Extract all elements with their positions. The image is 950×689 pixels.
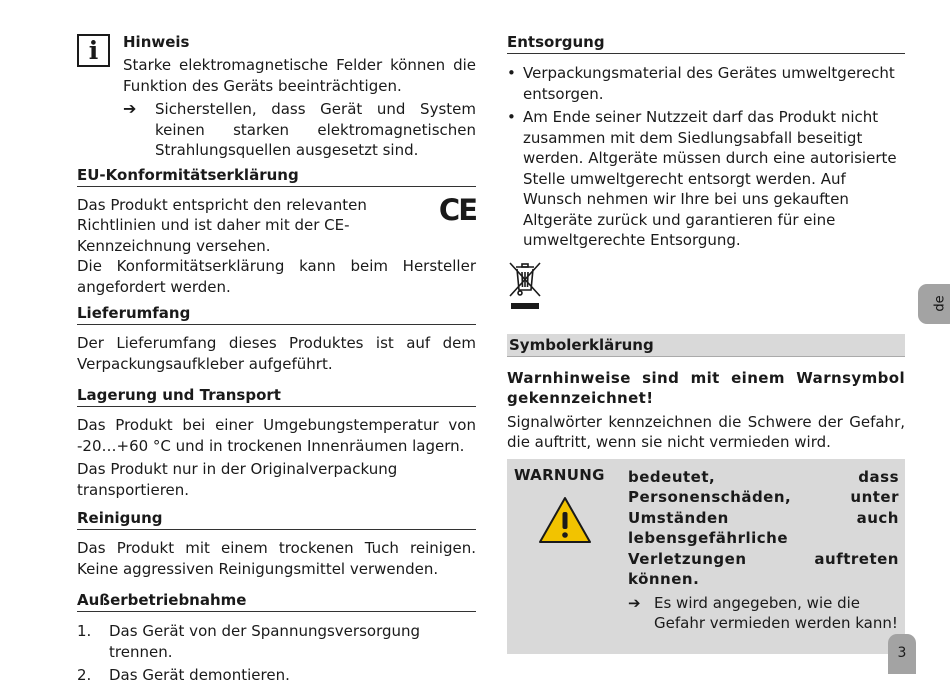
disposal-heading: Entsorgung bbox=[507, 32, 905, 54]
hint-action-text: Sicherstellen, dass Gerät und System keinen starken elektromagnetischen Strahlungsquellen ausgesetzt sind. bbox=[155, 100, 476, 159]
scope-heading: Lieferumfang bbox=[77, 303, 476, 325]
warning-action bbox=[628, 593, 899, 634]
cleaning-text: Das Produkt mit einem trockenen Tuch reinigen. Keine aggressiven Reinigungsmittel verwenden. bbox=[77, 539, 476, 578]
decommission-heading: Außerbetriebnahme bbox=[77, 590, 476, 612]
scope-text: Der Lieferumfang dieses Produktes ist auf dem Verpackungsaufkleber aufgeführt. bbox=[77, 334, 476, 373]
storage-heading: Lagerung und Transport bbox=[77, 385, 476, 407]
arrow-right-icon: ➔ bbox=[123, 99, 137, 118]
list-item: • Am Ende seiner Nutzzeit darf das Produkt nicht zusammen mit dem Siedlungsabfall beseitigt werden. Altgeräte müssen durch eine autorisierte Stelle umweltgerecht entsorgt werden. Auf Wunsch nehmen wir Ihre bei uns gekauften Altgeräte zurück und garantieren für eine umweltgerechte Entsorgung. bbox=[507, 108, 897, 249]
symbols-heading: Symbolerklärung bbox=[507, 334, 905, 357]
eu-heading: EU-Konformitätserklärung bbox=[77, 165, 476, 187]
warning-action-text: Es wird angegeben, wie die Gefahr vermieden werden kann! bbox=[654, 593, 898, 632]
eu-text1: Das Produkt entspricht den relevanten Richtlinien und ist daher mit der CE-Kennzeichnung versehen. bbox=[77, 195, 367, 255]
warning-text: bedeutet, dass Personenschäden, unter Umständen auch lebensgefährliche Verletzungen auftreten können. bbox=[628, 467, 899, 588]
language-tab: de bbox=[918, 284, 950, 324]
hint-title: Hinweis bbox=[123, 33, 190, 51]
eu-block bbox=[77, 192, 476, 298]
crossed-bin-icon bbox=[507, 260, 543, 312]
storage-text2: Das Produkt nur in der Originalverpackung transportieren. bbox=[77, 460, 398, 499]
list-item: • Verpackungsmaterial des Gerätes umweltgerecht entsorgen. bbox=[507, 64, 895, 103]
hint-block bbox=[77, 32, 476, 161]
right-column bbox=[507, 30, 905, 654]
cleaning-heading: Reinigung bbox=[77, 508, 476, 530]
eu-text2: Die Konformitätserklärung kann beim Hersteller angefordert werden. bbox=[77, 257, 476, 296]
decommission-steps bbox=[77, 621, 476, 686]
disposal-list bbox=[507, 63, 905, 251]
hint-text: Starke elektromagnetische Felder können die Funktion des Geräts beeinträchtigen. bbox=[123, 56, 476, 95]
left-column bbox=[77, 30, 476, 689]
warning-box bbox=[507, 459, 905, 654]
page-number: 3 bbox=[888, 634, 916, 674]
ce-mark-icon: CE bbox=[438, 192, 476, 227]
info-icon: i bbox=[77, 34, 110, 67]
warning-triangle-icon bbox=[537, 495, 593, 545]
symbols-text: Signalwörter kennzeichnen die Schwere der Gefahr, die auftritt, wenn sie nicht vermieden wird. bbox=[507, 412, 905, 451]
warning-label: WARNUNG bbox=[514, 465, 605, 484]
storage-text1: Das Produkt bei einer Umgebungstemperatur von -20…+60 °C und in trockenen Innenräumen lagern. bbox=[77, 416, 476, 455]
symbols-subheading: Warnhinweise sind mit einem Warnsymbol gekennzeichnet! bbox=[507, 368, 905, 407]
arrow-right-icon: ➔ bbox=[628, 593, 641, 612]
hint-action bbox=[123, 99, 476, 161]
list-item: 1. Das Gerät von der Spannungsversorgung trennen. bbox=[77, 622, 421, 661]
list-item: 2. Das Gerät demontieren. bbox=[77, 666, 290, 684]
